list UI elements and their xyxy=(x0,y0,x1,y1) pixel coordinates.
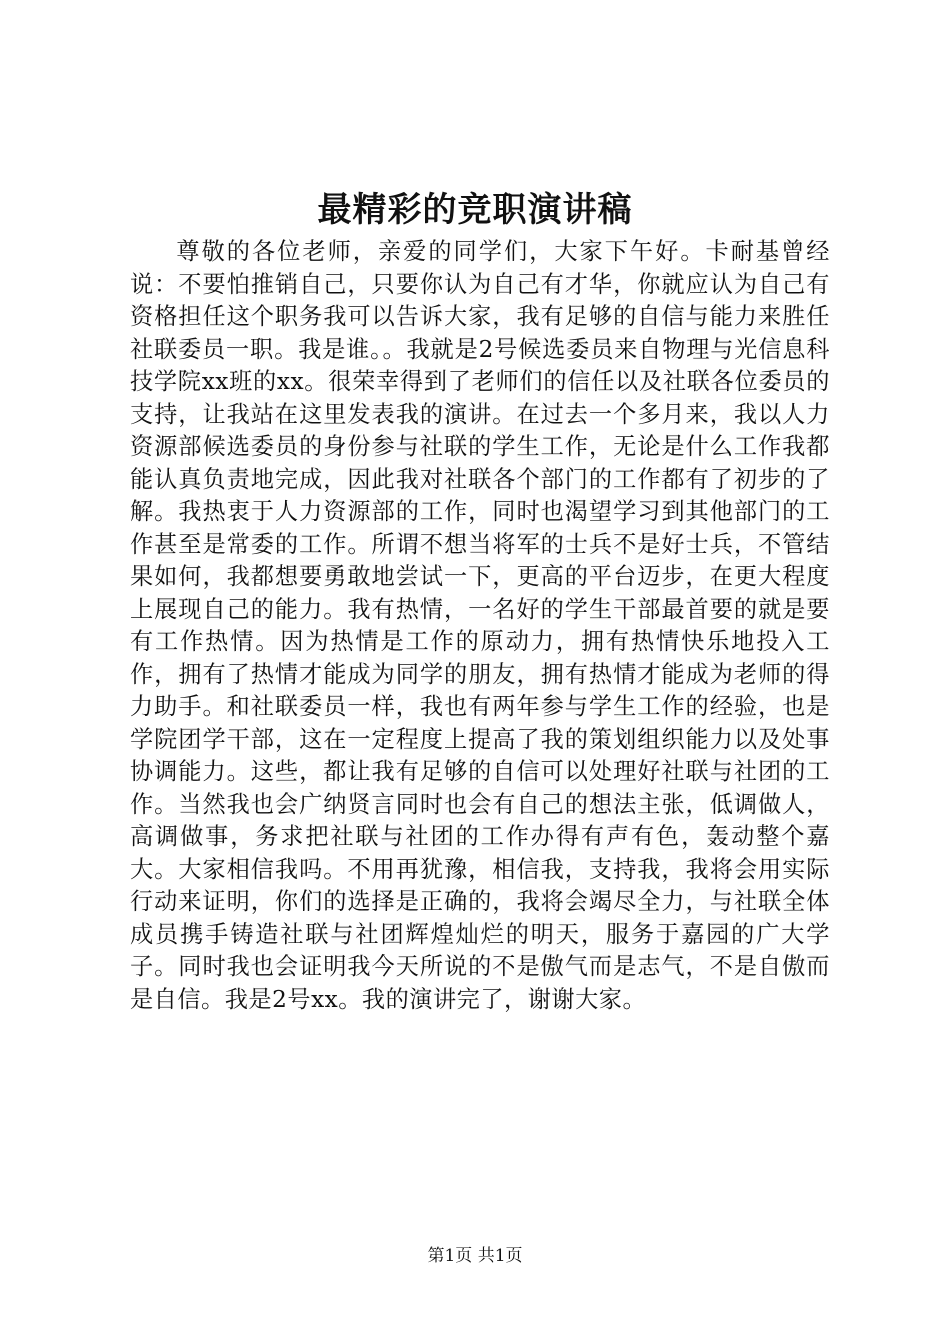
page-footer: 第1页 共1页 xyxy=(427,1246,523,1266)
document-title: 最精彩的竞职演讲稿 xyxy=(317,190,633,230)
document-body: 尊敬的各位老师，亲爱的同学们，大家下午好。卡耐基曾经说：不要怕推销自己，只要你认为自己有才华，你就应认为自己有资格担任这个职务我可以告诉大家，我有足够的自信与能力来胜任社联委员一职。我是谁。。我就是2号候选委员来自物理与光信息科技学院xx班的xx。很荣幸得到了老师们的信任以及社联各位委员的支持，让我站在这里发表我的演讲。在过去一个多月来，我以人力资源部候选委员的身份参与社联的学生工作，无论是什么工作我都能认真负责地完成，因此我对社联各个部门的工作都有了初步的了解。我热衷于人力资源部的工作，同时也渴望学习到其他部门的工作甚至是常委的工作。所谓不想当将军的士兵不是好士兵，不管结果如何，我都想要勇敢地尝试一下，更高的平台迈步，在更大程度上展现自己的能力。我有热情，一名好的学生干部最首要的就是要有工作热情。因为热情是工作的原动力，拥有热情快乐地投入工作，拥有了热情才能成为同学的朋友，拥有热情才能成为老师的得力助手。和社联委员一样，我也有两年参与学生工作的经验，也是学院团学干部，这在一定程度上提高了我的策划组织能力以及处事协调能力。这些，都让我有足够的自信可以处理好社联与社团的工作。当然我也会广纳贤言同时也会有自己的想法主张，低调做人，高调做事，务求把社联与社团的工作办得有声有色，轰动整个嘉大。大家相信我吗。不用再犹豫，相信我，支持我，我将会用实际行动来证明，你们的选择是正确的，我将会竭尽全力，与社联全体成员携手铸造社联与社团辉煌灿烂的明天，服务于嘉园的广大学子。同时我也会证明我今天所说的不是傲气而是志气，不是自傲而是自信。我是2号xx。我的演讲完了，谢谢大家。 xyxy=(130,238,830,1013)
